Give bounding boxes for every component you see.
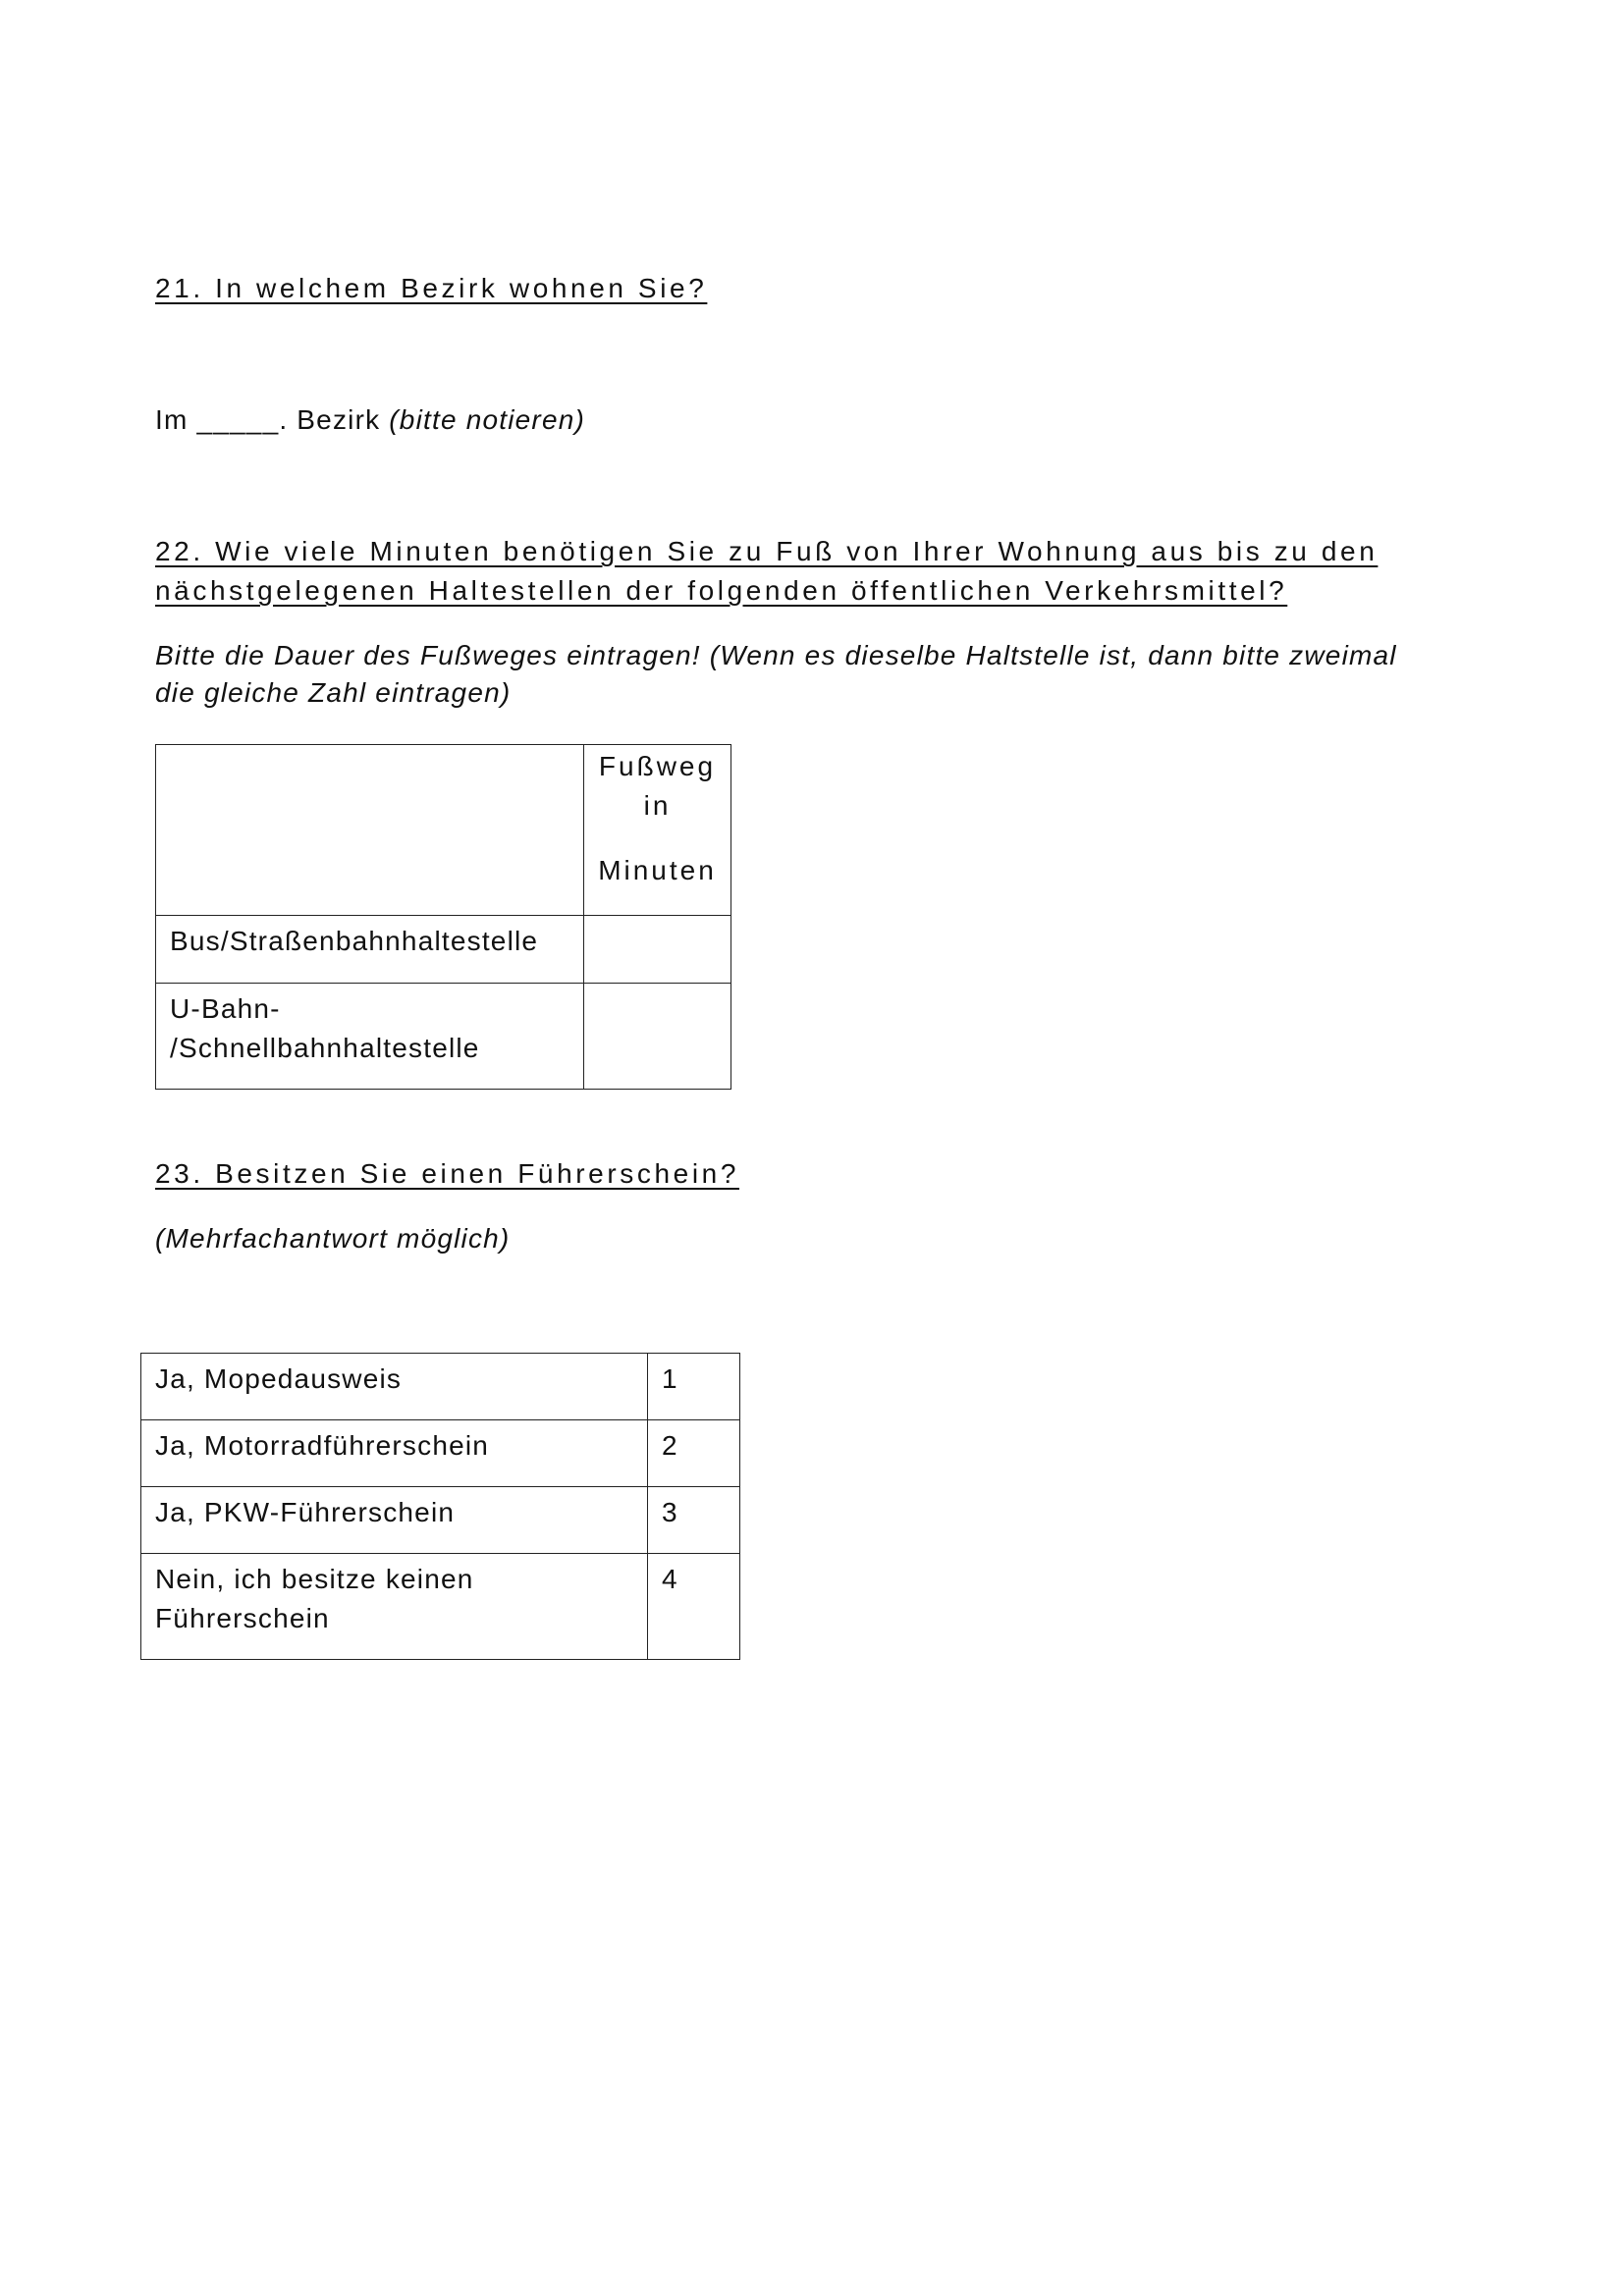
- table-header-row: [156, 745, 731, 916]
- option-label-motorcycle: Ja, Motorradführerschein: [141, 1420, 648, 1487]
- option-code-3[interactable]: 3: [648, 1487, 740, 1554]
- district-answer-note: (bitte notieren): [389, 404, 586, 435]
- option-row[interactable]: [141, 1354, 740, 1420]
- walking-time-table: [155, 744, 731, 1090]
- minutes-input-subway-rapid[interactable]: [584, 984, 731, 1090]
- option-label-none: [141, 1554, 648, 1660]
- walking-time-header-line2: in: [643, 790, 672, 821]
- option-code-2[interactable]: 2: [648, 1420, 740, 1487]
- question-22-instruction-line1: [155, 640, 1397, 671]
- question-22-heading-line1: 22. Wie viele Minuten benötigen Sie zu Fuß von Ihrer Wohnung aus bis zu den: [155, 536, 1379, 566]
- table-row: [156, 984, 731, 1090]
- option-label-car: Ja, PKW-Führerschein: [141, 1487, 648, 1554]
- row-label-subway-rapid-line1: U-Bahn-: [170, 993, 281, 1024]
- row-label-subway-rapid-line2: /Schnellbahnhaltestelle: [170, 1033, 480, 1063]
- question-23-note: (Mehrfachantwort möglich): [155, 1223, 511, 1254]
- instruction-part1: Bitte die Dauer des Fußweges eintragen! (: [155, 640, 721, 670]
- option-code-1[interactable]: 1: [648, 1354, 740, 1420]
- option-label-moped: Ja, Mopedausweis: [141, 1354, 648, 1420]
- walking-time-header: [584, 745, 731, 916]
- question-22-heading-line2: nächstgelegenen Haltestellen der folgenden öffentlichen Verkehrsmittel?: [155, 575, 1288, 606]
- table-row: [156, 916, 731, 984]
- option-row[interactable]: [141, 1487, 740, 1554]
- option-row[interactable]: [141, 1420, 740, 1487]
- option-code-4[interactable]: 4: [648, 1554, 740, 1660]
- minutes-input-bus-tram[interactable]: [584, 916, 731, 984]
- walking-time-header-line1: Fußweg: [598, 751, 717, 781]
- instruction-part2: Wenn es dieselbe Haltstelle ist, dann bitte zweimal: [720, 640, 1397, 670]
- question-23-heading: 23. Besitzen Sie einen Führerschein?: [155, 1158, 739, 1189]
- license-options-table: [140, 1353, 740, 1660]
- question-21-heading: 21. In welchem Bezirk wohnen Sie?: [155, 273, 708, 303]
- empty-header-cell: [156, 745, 584, 916]
- question-21-answer-line: [155, 404, 585, 436]
- row-label-bus-tram: Bus/Straßenbahnhaltestelle: [156, 916, 584, 984]
- walking-time-header-line3: Minuten: [598, 855, 717, 885]
- option-label-none-line1: Nein, ich besitze keinen: [155, 1564, 474, 1594]
- question-22-instruction-line2: die gleiche Zahl eintragen): [155, 677, 512, 708]
- option-row[interactable]: [141, 1554, 740, 1660]
- option-label-none-line2: Führerschein: [155, 1603, 330, 1633]
- row-label-subway-rapid: [156, 984, 584, 1090]
- district-answer-prefix: Im _____. Bezirk: [155, 404, 390, 435]
